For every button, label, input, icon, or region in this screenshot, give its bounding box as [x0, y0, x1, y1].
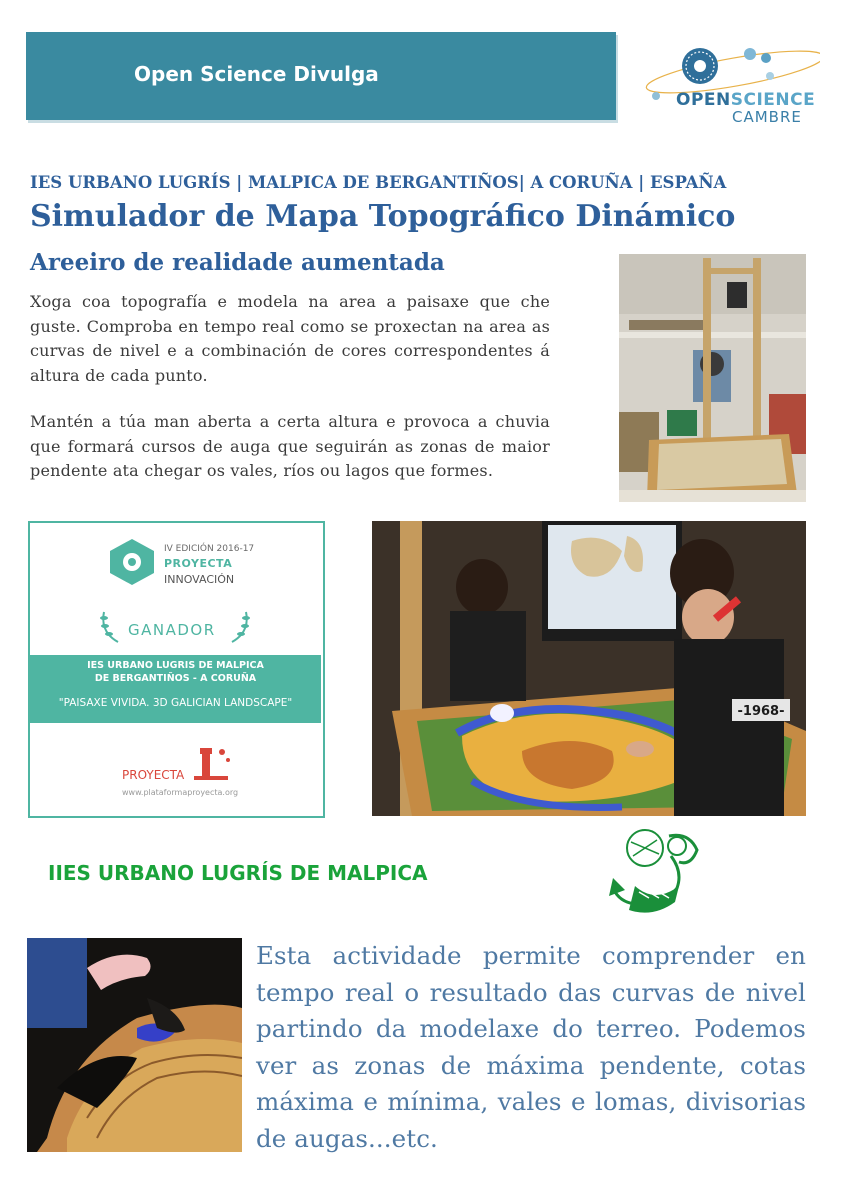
hands-sandbox-photo	[27, 938, 242, 1152]
lab-sandbox-photo	[619, 254, 806, 502]
proyecta-innovacion-icon	[106, 537, 158, 587]
award-project-title: "PAISAXE VIVIDA. 3D GALICIAN LANDSCAPE"	[58, 697, 293, 709]
logo-cambre: CAMBRE	[732, 108, 802, 126]
laurel-left-icon	[96, 608, 124, 644]
shirt-number: -1968-	[737, 704, 785, 719]
award-winner-label: GANADOR	[128, 621, 216, 639]
laurel-right-icon	[226, 608, 254, 644]
students-sandbox-photo	[372, 521, 806, 816]
lighthouse-icon	[188, 742, 234, 782]
award-edition: IV EDICIÓN 2016-17	[164, 544, 255, 554]
logo-open-science: OPENSCIENCE	[676, 90, 816, 110]
page-title: Simulador de Mapa Topográfico Dinámico	[30, 199, 736, 234]
page-subtitle: Areeiro de realidade aumentada	[30, 249, 445, 276]
award-program-2: INNOVACIÓN	[164, 573, 235, 586]
banner-title: Open Science Divulga	[134, 62, 379, 86]
closing-paragraph: Esta actividade permite comprender en tempo real o resultado das curvas de nivel partindo da modelaxe do terreo. Podemos ver as zonas de máxima pendente, cotas máxima e mínima, vales e lomas, divisorias de augas...etc.	[256, 941, 806, 1153]
award-school-line2: DE BERGANTIÑOS - A CORUÑA	[94, 673, 257, 684]
award-program-1: PROYECTA	[164, 557, 233, 570]
mermaid-icon	[605, 826, 709, 924]
award-brand: PROYECTA	[122, 768, 185, 782]
award-url: www.plataformaproyecta.org	[122, 788, 239, 797]
rain-paragraph: Mantén a túa man aberta a certa altura e provoca a chuvia que formará cursos de auga que seguirán as zonas de maior pendente ata chegar os vales, ríos ou lagos que formes.	[30, 412, 550, 480]
school-heading: IIES URBANO LUGRÍS DE MALPICA	[48, 861, 428, 885]
intro-paragraph: Xoga coa topografía e modela na area a paisaxe que che guste. Comproba en tempo real como se proxectan na area as curvas de nivel e a combinación de cores correspondentes á altura de cada punto.	[30, 292, 550, 385]
award-school-line1: IES URBANO LUGRIS DE MALPICA	[87, 660, 264, 671]
school-location-kicker: IES URBANO LUGRÍS | MALPICA DE BERGANTIÑOS| A CORUÑA | ESPAÑA	[30, 173, 727, 192]
